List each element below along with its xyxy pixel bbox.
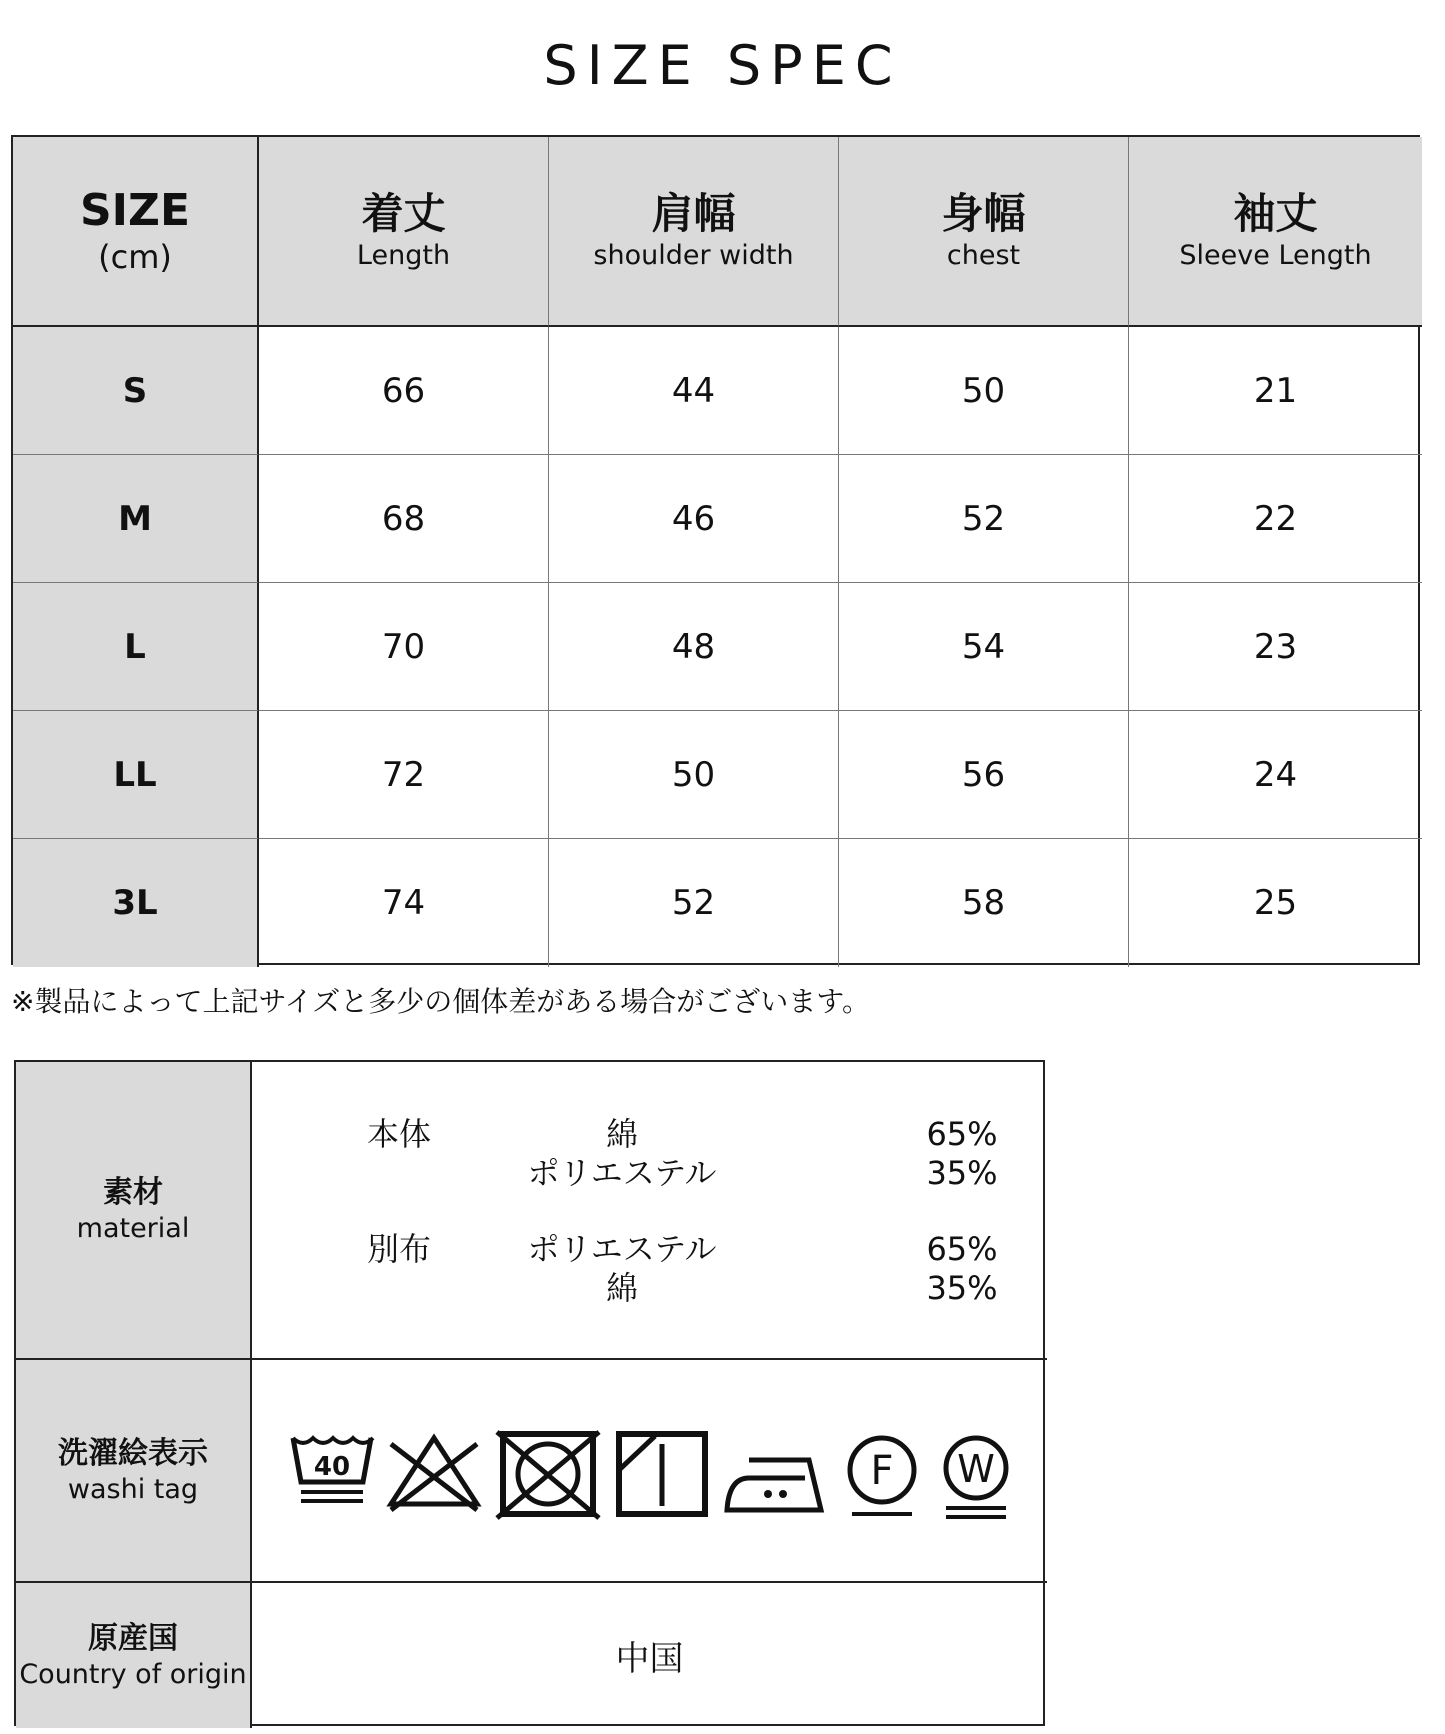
header-chest-en: chest — [946, 240, 1021, 271]
material-body-pct-2: 35% — [926, 1154, 998, 1192]
material-body-fiber-1: 綿 — [605, 1115, 638, 1153]
value-cell: 21 — [1129, 327, 1422, 455]
value-cell: 74 — [259, 839, 549, 967]
line-dry-shade-icon — [607, 1430, 719, 1520]
header-sleeve-jp: 袖丈 — [1233, 189, 1318, 238]
origin-label — [16, 1583, 252, 1728]
washing-label — [16, 1360, 252, 1583]
value-cell: 54 — [839, 583, 1129, 711]
size-cell-s: S — [13, 327, 259, 455]
origin-label-en: Country of origin — [19, 1658, 247, 1690]
value-cell: 58 — [839, 839, 1129, 967]
value-cell: 72 — [259, 711, 549, 839]
header-sleeve-en: Sleeve Length — [1179, 240, 1372, 271]
value-cell: 70 — [259, 583, 549, 711]
material-other-fiber-1: ポリエステル — [527, 1230, 717, 1268]
value-cell: 24 — [1129, 711, 1422, 839]
material-other-part: 別布 — [367, 1230, 432, 1268]
header-size-unit: (cm) — [98, 238, 172, 276]
dry-clean-letter: F — [870, 1448, 894, 1494]
size-cell-3l: 3L — [13, 839, 259, 967]
header-size — [13, 137, 259, 327]
wet-clean-letter: W — [957, 1447, 995, 1491]
washing-label-en: washi tag — [67, 1473, 199, 1505]
value-cell: 25 — [1253, 883, 1298, 923]
value-cell: 56 — [839, 711, 1129, 839]
header-chest-jp: 身幅 — [941, 189, 1026, 238]
header-chest — [839, 137, 1129, 327]
product-info-table — [14, 1060, 1045, 1726]
no-tumble-dry-icon — [489, 1430, 607, 1520]
material-body-fiber-2: ポリエステル — [527, 1154, 717, 1192]
value-cell: 46 — [549, 455, 839, 583]
value-cell: 48 — [549, 583, 839, 711]
material-label-en: material — [76, 1213, 190, 1244]
value-cell: 50 — [839, 327, 1129, 455]
size-spec-table — [11, 135, 1420, 965]
material-body-part: 本体 — [367, 1115, 432, 1153]
dry-clean-f-icon — [835, 1430, 929, 1520]
wet-clean-w-icon — [929, 1430, 1023, 1522]
header-length-jp: 着丈 — [361, 189, 446, 238]
washing-value — [252, 1360, 1047, 1583]
value-cell: 50 — [549, 711, 839, 839]
material-body-pct-1: 65% — [926, 1115, 998, 1153]
value-cell: 52 — [839, 455, 1129, 583]
size-cell-l: L — [13, 583, 259, 711]
size-cell-m: M — [13, 455, 259, 583]
wash-temp-text: 40 — [313, 1452, 351, 1482]
value-cell: 66 — [259, 327, 549, 455]
origin-value — [252, 1583, 1047, 1728]
iron-medium-icon — [719, 1430, 835, 1520]
value-cell: 22 — [1129, 455, 1422, 583]
washing-icons — [287, 1430, 1023, 1522]
value-cell: 52 — [549, 839, 839, 967]
header-shoulder — [549, 137, 839, 327]
washing-label-jp: 洗濯絵表示 — [58, 1435, 208, 1471]
header-shoulder-en: shoulder width — [593, 240, 794, 271]
value-cell: 23 — [1129, 583, 1422, 711]
header-length-en: Length — [356, 240, 451, 271]
origin-label-jp: 原産国 — [88, 1620, 178, 1656]
wash-40-gentle-icon — [287, 1430, 379, 1514]
material-label — [16, 1062, 252, 1360]
size-cell-ll: LL — [13, 711, 259, 839]
value-cell: 68 — [259, 455, 549, 583]
material-other-pct-2: 35% — [926, 1269, 998, 1307]
material-value — [252, 1062, 1047, 1360]
size-variance-note: ※製品によって上記サイズと多少の個体差がある場合がございます。 — [11, 985, 870, 1018]
material-other-pct-1: 65% — [926, 1230, 998, 1268]
header-sleeve — [1129, 137, 1422, 327]
material-other-fiber-2: 綿 — [605, 1269, 638, 1307]
page-title: SIZE SPEC — [543, 34, 902, 97]
value-cell: 44 — [549, 327, 839, 455]
header-shoulder-jp: 肩幅 — [651, 189, 736, 238]
material-label-jp: 素材 — [103, 1175, 163, 1210]
no-bleach-icon — [379, 1430, 489, 1514]
origin-country: 中国 — [615, 1639, 684, 1679]
header-length — [259, 137, 549, 327]
header-size-label: SIZE — [79, 185, 191, 236]
